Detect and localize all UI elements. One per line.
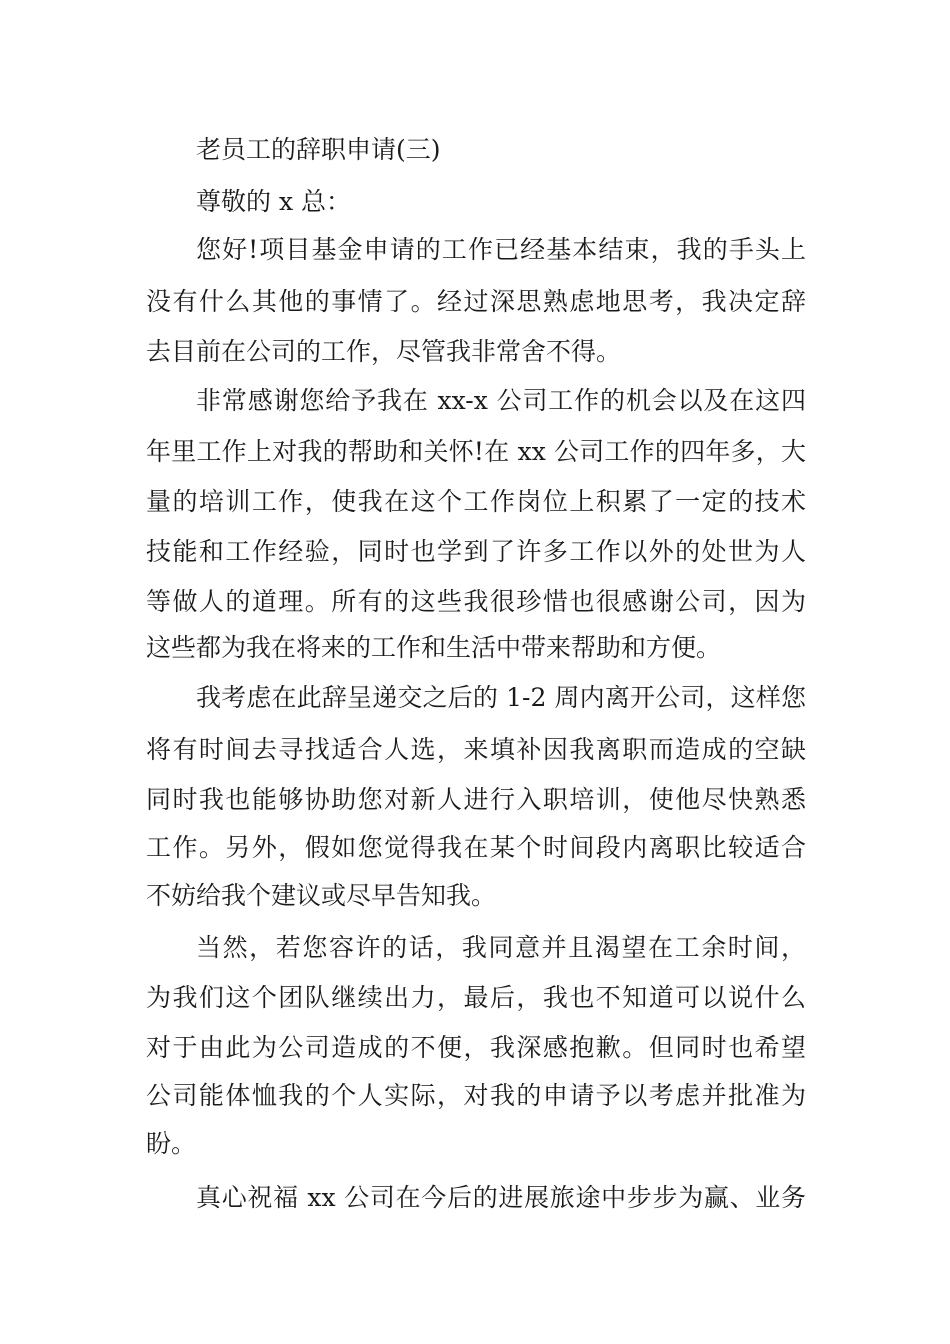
body-line: 去目前在公司的工作，尽管我非常舍不得。 (146, 337, 622, 366)
body-line: 对于由此为公司造成的不便，我深感抱歉。但同时也希望 (146, 1033, 806, 1062)
body-line: 量的培训工作，使我在这个工作岗位上积累了一定的技术 (146, 487, 806, 516)
body-line: 同时我也能够协助您对新人进行入职培训，使他尽快熟悉 (146, 785, 806, 814)
body-line: 这些都为我在将来的工作和生活中带来帮助和方便。 (146, 633, 722, 662)
salutation: 尊敬的 x 总： (196, 187, 351, 216)
body-line: 当然，若您容许的话，我同意并且渴望在工余时间， (196, 933, 806, 962)
body-line: 工作。另外，假如您觉得我在某个时间段内离职比较适合 (146, 833, 806, 862)
body-line: 非常感谢您给予我在 xx-x 公司工作的机会以及在这四 (196, 386, 806, 415)
body-line: 等做人的道理。所有的这些我很珍惜也很感谢公司，因为 (146, 587, 806, 616)
body-line: 为我们这个团队继续出力，最后，我也不知道可以说什么 (146, 983, 806, 1012)
body-line: 您好!项目基金申请的工作已经基本结束，我的手头上 (196, 235, 806, 264)
body-line: 不妨给我个建议或尽早告知我。 (146, 881, 497, 910)
document-title: 老员工的辞职申请(三) (196, 135, 441, 164)
body-line: 技能和工作经验，同时也学到了许多工作以外的处世为人 (146, 537, 806, 566)
body-line: 公司能体恤我的个人实际，对我的申请予以考虑并批准为 (146, 1081, 806, 1110)
body-line: 没有什么其他的事情了。经过深思熟虑地思考，我决定辞 (146, 287, 806, 316)
body-line: 真心祝福 xx 公司在今后的进展旅途中步步为赢、业务 (196, 1183, 806, 1212)
body-line: 年里工作上对我的帮助和关怀!在 xx 公司工作的四年多，大 (146, 437, 806, 466)
body-line: 盼。 (146, 1129, 197, 1158)
body-line: 将有时间去寻找适合人选，来填补因我离职而造成的空缺 (146, 735, 806, 764)
body-line: 我考虑在此辞呈递交之后的 1-2 周内离开公司，这样您 (196, 683, 806, 712)
